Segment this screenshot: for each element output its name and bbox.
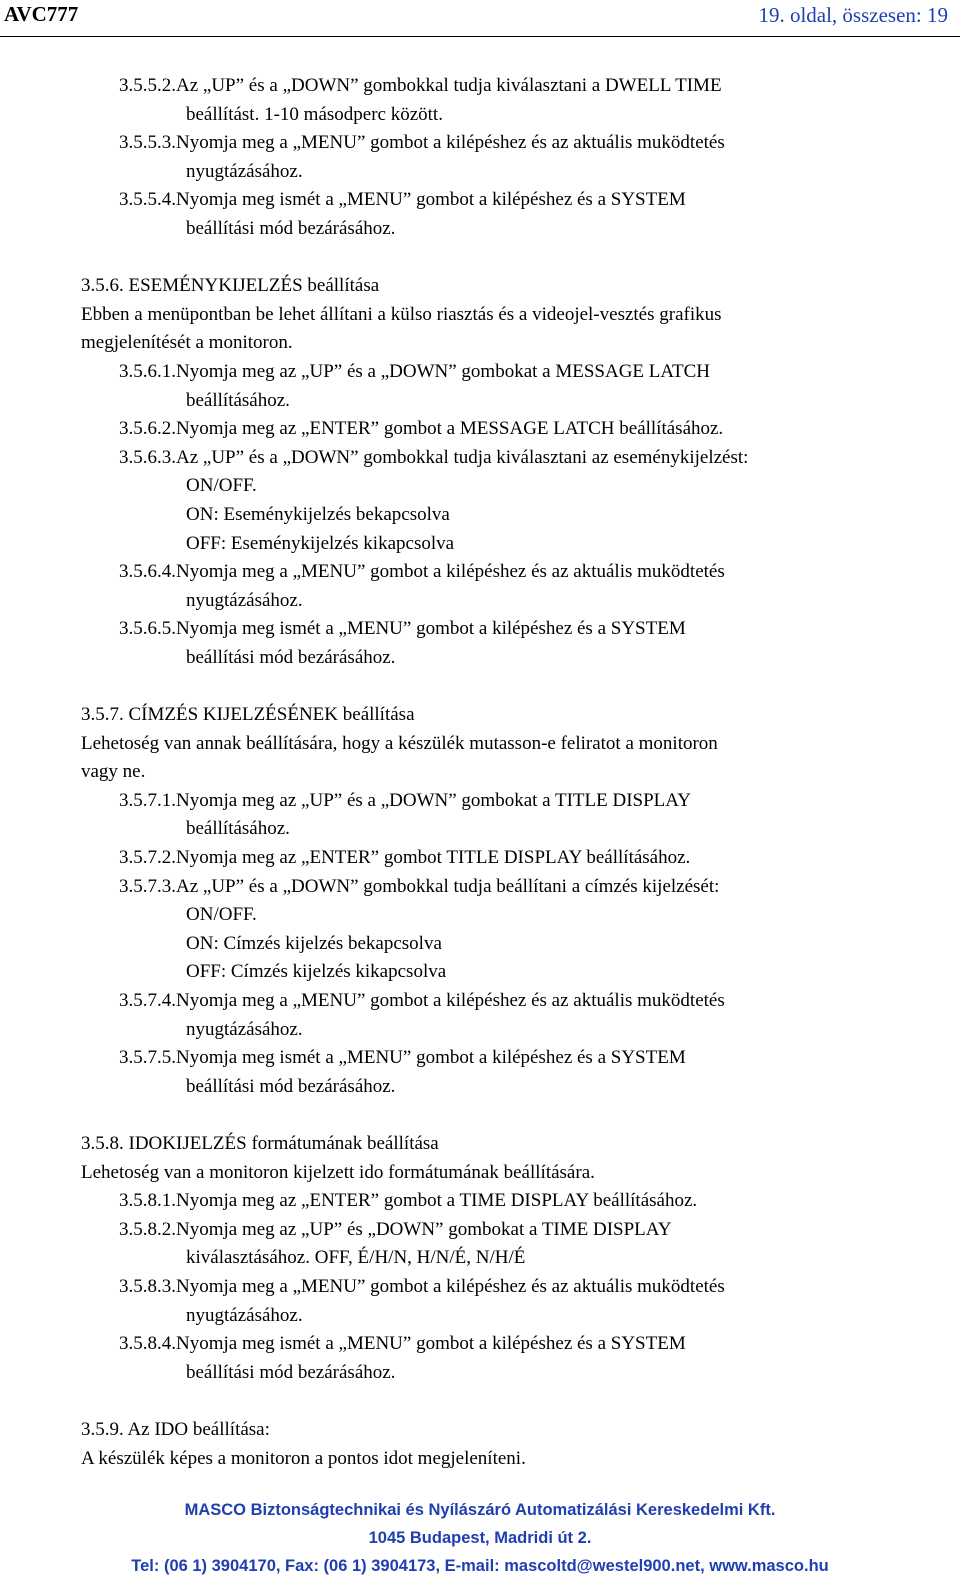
- step-line: 3.5.8.1.Nyomja meg az „ENTER” gombot a TIME DISPLAY beállításához.: [119, 1190, 698, 1212]
- document-title: AVC777: [4, 2, 79, 26]
- step-continuation-line: ON/OFF.: [186, 904, 257, 926]
- step-continuation-line: beállítási mód bezárásához.: [186, 1075, 396, 1097]
- step-line: 3.5.6.5.Nyomja meg ismét a „MENU” gombot a kilépéshez és a SYSTEM: [119, 618, 686, 640]
- step-line: 3.5.7.1.Nyomja meg az „UP” és a „DOWN” gombokat a TITLE DISPLAY: [119, 789, 691, 811]
- paragraph-gap: [0, 244, 960, 273]
- footer-address: 1045 Budapest, Madridi út 2.: [368, 1529, 592, 1547]
- step-line: 3.5.7.2.Nyomja meg az „ENTER” gombot TITLE DISPLAY beállításához.: [119, 847, 691, 869]
- step-line: 3.5.6.1.Nyomja meg az „UP” és a „DOWN” gombokat a MESSAGE LATCH: [119, 360, 710, 382]
- body-text-line: Lehetoség van a monitoron kijelzett ido formátumának beállítására.: [81, 1161, 595, 1183]
- paragraph-gap: [0, 1387, 960, 1416]
- step-continuation-line: OFF: Címzés kijelzés kikapcsolva: [186, 961, 447, 983]
- step-continuation-line: ON: Címzés kijelzés bekapcsolva: [186, 932, 442, 954]
- footer-company: MASCO Biztonságtechnikai és Nyílászáró Automatizálási Kereskedelmi Kft.: [184, 1501, 776, 1519]
- paragraph-gap: [0, 1101, 960, 1130]
- page-counter: 19. oldal, összesen: 19: [758, 3, 948, 27]
- step-continuation-line: beállítási mód bezárásához.: [186, 646, 396, 668]
- step-continuation-line: nyugtázásához.: [186, 1304, 303, 1326]
- step-line: 3.5.5.4.Nyomja meg ismét a „MENU” gombot a kilépéshez és a SYSTEM: [119, 189, 686, 211]
- page-footer: [0, 1496, 960, 1580]
- step-line: 3.5.5.3.Nyomja meg a „MENU” gombot a kilépéshez és az aktuális muködtetés: [119, 132, 725, 154]
- step-continuation-line: beállítási mód bezárásához.: [186, 1361, 396, 1383]
- step-line: 3.5.7.4.Nyomja meg a „MENU” gombot a kilépéshez és az aktuális muködtetés: [119, 990, 725, 1011]
- step-continuation-line: beállítási mód bezárásához.: [186, 217, 396, 239]
- step-line: 3.5.6.2.Nyomja meg az „ENTER” gombot a MESSAGE LATCH beállításához.: [119, 418, 724, 440]
- paragraph-gap: [0, 672, 960, 701]
- body-text-line: A készülék képes a monitoron a pontos idot megjeleníteni.: [81, 1447, 526, 1469]
- body-text-line: vagy ne.: [81, 761, 146, 783]
- step-continuation-line: beállításához.: [186, 389, 290, 411]
- footer-contact: Tel: (06 1) 3904170, Fax: (06 1) 3904173, E-mail: mascoltd@westel900.net, www.masco.hu: [131, 1557, 829, 1575]
- step-continuation-line: nyugtázásához.: [186, 1018, 303, 1040]
- step-continuation-line: ON/OFF.: [186, 475, 257, 497]
- step-line: 3.5.5.2.Az „UP” és a „DOWN” gombokkal tudja kiválasztani a DWELL TIME: [119, 75, 722, 96]
- step-continuation-line: kiválasztásához. OFF, É/H/N, H/N/É, N/H/É: [186, 1247, 526, 1269]
- step-continuation-line: beállításához.: [186, 818, 290, 840]
- step-continuation-line: beállítást. 1-10 másodperc között.: [186, 103, 443, 125]
- body-text-line: Ebben a menüpontban be lehet állítani a külso riasztás és a videojel-vesztés grafikus: [81, 303, 722, 325]
- step-line: 3.5.7.5.Nyomja meg ismét a „MENU” gombot a kilépéshez és a SYSTEM: [119, 1047, 686, 1069]
- step-line: 3.5.7.3.Az „UP” és a „DOWN” gombokkal tudja beállítani a címzés kijelzését:: [119, 875, 720, 897]
- step-continuation-line: OFF: Eseménykijelzés kikapcsolva: [186, 532, 455, 554]
- step-line: 3.5.6.3.Az „UP” és a „DOWN” gombokkal tudja kiválasztani az eseménykijelzést:: [119, 446, 749, 468]
- document-body: [0, 72, 960, 1473]
- step-continuation-line: nyugtázásához.: [186, 160, 303, 182]
- page-header: [0, 0, 960, 37]
- body-text-line: Lehetoség van annak beállítására, hogy a készülék mutasson-e feliratot a monitoron: [81, 732, 718, 754]
- body-text-line: 3.5.6. ESEMÉNYKIJELZÉS beállítása: [81, 275, 380, 297]
- step-line: 3.5.8.3.Nyomja meg a „MENU” gombot a kilépéshez és az aktuális muködtetés: [119, 1275, 725, 1297]
- step-line: 3.5.8.4.Nyomja meg ismét a „MENU” gombot a kilépéshez és a SYSTEM: [119, 1333, 686, 1355]
- step-continuation-line: ON: Eseménykijelzés bekapcsolva: [186, 503, 450, 525]
- body-text-line: megjelenítését a monitoron.: [81, 332, 293, 354]
- body-text-line: 3.5.9. Az IDO beállítása:: [81, 1418, 270, 1440]
- body-text-line: 3.5.8. IDOKIJELZÉS formátumának beállítása: [81, 1132, 439, 1154]
- step-line: 3.5.6.4.Nyomja meg a „MENU” gombot a kilépéshez és az aktuális muködtetés: [119, 561, 725, 583]
- body-text-line: 3.5.7. CÍMZÉS KIJELZÉSÉNEK beállítása: [81, 704, 415, 726]
- step-continuation-line: nyugtázásához.: [186, 589, 303, 611]
- step-line: 3.5.8.2.Nyomja meg az „UP” és „DOWN” gombokat a TIME DISPLAY: [119, 1218, 672, 1240]
